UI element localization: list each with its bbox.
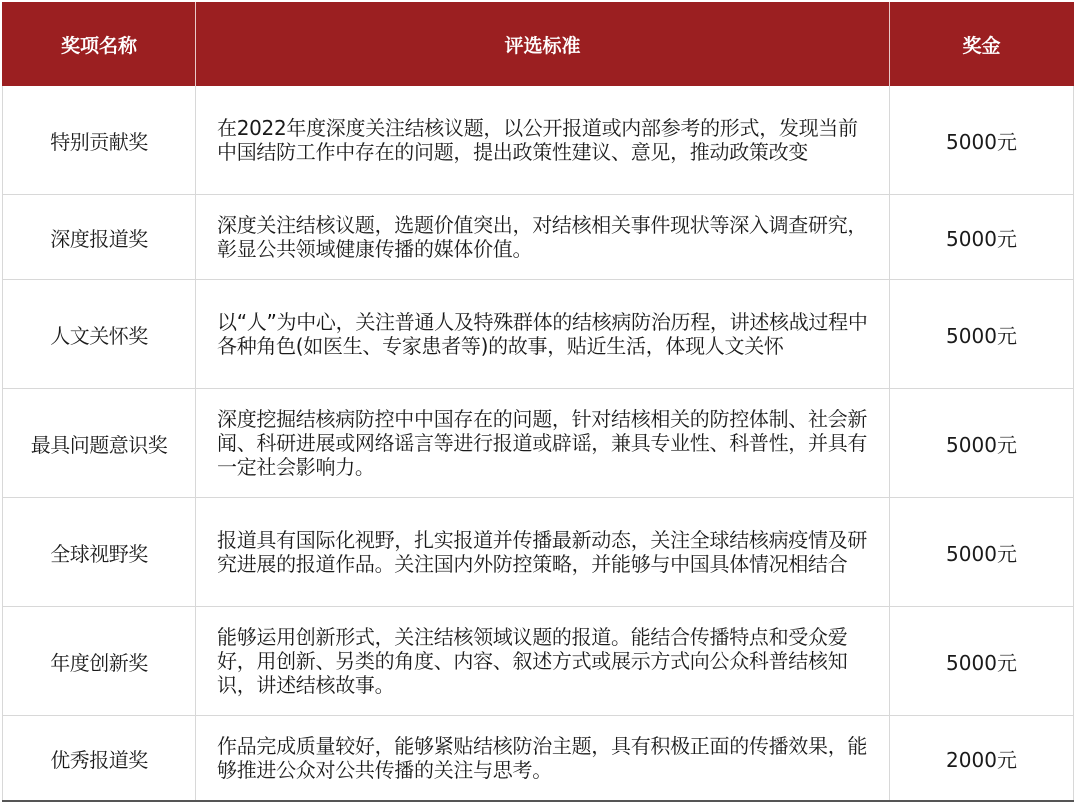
- table-row: [3, 607, 1074, 716]
- header-criteria: 评选标准: [196, 2, 890, 86]
- award-name-cell: 年度创新奖: [3, 607, 196, 716]
- header-award-name: 奖项名称: [3, 2, 196, 86]
- criteria-cell: 报道具有国际化视野，扎实报道并传播最新动态，关注全球结核病疫情及研究进展的报道作品。关注国内外防控策略，并能够与中国具体情况相结合: [196, 498, 890, 607]
- award-name-cell: 最具问题意识奖: [3, 389, 196, 498]
- criteria-cell: 深度关注结核议题，选题价值突出，对结核相关事件现状等深入调查研究，彰显公共领域健康传播的媒体价值。: [196, 195, 890, 280]
- award-name-cell: 特别贡献奖: [3, 86, 196, 195]
- criteria-cell: 深度挖掘结核病防控中中国存在的问题，针对结核相关的防控体制、社会新闻、科研进展或网络谣言等进行报道或辟谣，兼具专业性、科普性，并具有一定社会影响力。: [196, 389, 890, 498]
- prize-cell: 5000元: [890, 498, 1074, 607]
- table-row: [3, 389, 1074, 498]
- awards-table: [2, 2, 1074, 802]
- award-name-cell: 优秀报道奖: [3, 716, 196, 802]
- table-row: [3, 86, 1074, 195]
- prize-cell: 5000元: [890, 86, 1074, 195]
- table-row: [3, 280, 1074, 389]
- prize-cell: 5000元: [890, 280, 1074, 389]
- prize-cell: 5000元: [890, 389, 1074, 498]
- criteria-cell: 以“人”为中心，关注普通人及特殊群体的结核病防治历程，讲述核战过程中各种角色(如医生、专家患者等)的故事，贴近生活，体现人文关怀: [196, 280, 890, 389]
- table-row: [3, 716, 1074, 802]
- award-name-cell: 深度报道奖: [3, 195, 196, 280]
- criteria-cell: 在2022年度深度关注结核议题，以公开报道或内部参考的形式，发现当前中国结防工作中存在的问题，提出政策性建议、意见，推动政策改变: [196, 86, 890, 195]
- prize-cell: 5000元: [890, 195, 1074, 280]
- criteria-cell: 能够运用创新形式，关注结核领域议题的报道。能结合传播特点和受众爱好，用创新、另类的角度、内容、叙述方式或展示方式向公众科普结核知识，讲述结核故事。: [196, 607, 890, 716]
- table-row: [3, 195, 1074, 280]
- criteria-cell: 作品完成质量较好，能够紧贴结核防治主题，具有积极正面的传播效果，能够推进公众对公共传播的关注与思考。: [196, 716, 890, 802]
- header-prize: 奖金: [890, 2, 1074, 86]
- award-name-cell: 人文关怀奖: [3, 280, 196, 389]
- header-row: [3, 2, 1074, 86]
- prize-cell: 2000元: [890, 716, 1074, 802]
- table-row: [3, 498, 1074, 607]
- prize-cell: 5000元: [890, 607, 1074, 716]
- award-name-cell: 全球视野奖: [3, 498, 196, 607]
